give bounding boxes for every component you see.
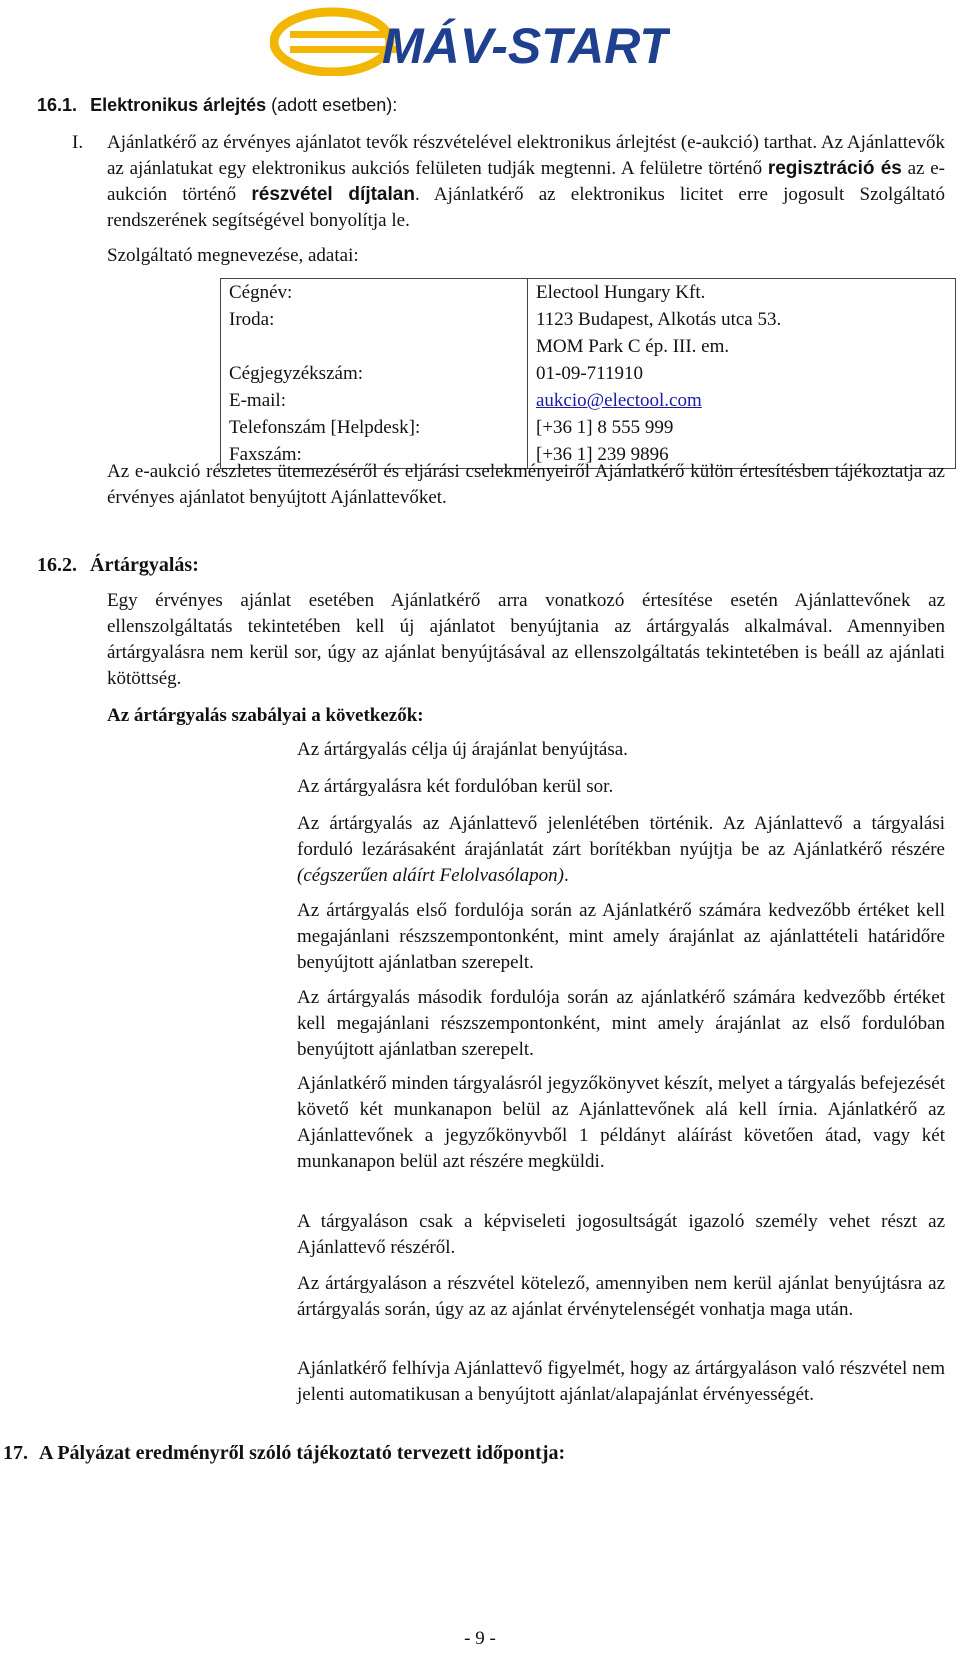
provider-label: E-mail: xyxy=(221,387,528,414)
section-number: 16.1. xyxy=(37,95,78,115)
section-number: 17. xyxy=(3,1442,28,1464)
rule-item: Az ártárgyaláson a részvétel kötelező, amennyiben nem kerül ajánlat benyújtásra az ártárgyalás során, úgy az az ajánlat érvénytelenségét vonhatja maga után. xyxy=(297,1273,945,1320)
rule-3-text: Az ártárgyalás az Ajánlattevő jelenlétében történik. Az Ajánlattevő a tárgyalási forduló lezárásaként árajánlatát zárt borítékban nyújtja be az Ajánlatkérő részére xyxy=(297,813,945,860)
rule-item: Ajánlatkérő minden tárgyalásról jegyzőkönyvet készít, melyet a tárgyalás befejezését követő két munkanapon belül az Ajánlattevőnek alá kell írnia. Ajánlatkérő az Ajánlattevőnek a jegyzőkönyvből 1 példányt aláírást követően átad, vagy két munkanapon belül azt részére megküldi. xyxy=(297,1073,945,1172)
provider-label: Cégnév: xyxy=(221,279,528,307)
provider-row xyxy=(221,387,956,414)
provider-value: 1123 Budapest, Alkotás utca 53. xyxy=(536,309,782,330)
provider-table xyxy=(220,278,956,469)
provider-value: MOM Park C ép. III. em. xyxy=(536,336,730,357)
rule-3-end: . xyxy=(564,865,569,886)
provider-heading: Szolgáltató megnevezése, adatai: xyxy=(107,245,359,266)
provider-row xyxy=(221,360,956,387)
provider-label: Telefonszám [Helpdesk]: xyxy=(221,414,528,441)
auction-intro-paragraph xyxy=(107,130,945,234)
roman-numeral: I. xyxy=(72,132,84,153)
email-link[interactable]: aukcio@electool.com xyxy=(536,390,702,411)
intro-text-2: az e-aukción történő xyxy=(107,158,945,205)
provider-value: Electool Hungary Kft. xyxy=(536,282,706,303)
intro-bold-free: részvétel díjtalan xyxy=(251,184,415,205)
section-16-2-heading xyxy=(37,552,199,578)
rule-item: Az ártárgyalás első fordulója során az Ajánlatkérő számára kedvezőbb értéket kell megajánlani részszempontonként, mint amely árajánlat az ajánlattételi határidőre benyújtott ajánlatban szerepelt. xyxy=(297,900,945,973)
logo-ring xyxy=(274,12,390,72)
rule-item: A tárgyaláson csak a képviseleti jogosultságát igazoló személy vehet részt az Ajánlattevő részéről. xyxy=(297,1211,945,1258)
rule-3-italic: (cégszerűen aláírt Felolvasólapon) xyxy=(297,865,565,886)
rule-item: Ajánlatkérő felhívja Ajánlattevő figyelmét, hogy az ártárgyaláson való részvétel nem jelenti automatikusan a benyújtott ajánlat/alapajánlat érvényességét. xyxy=(297,1358,945,1405)
intro-bold-registration: regisztráció és xyxy=(767,158,902,179)
rule-item xyxy=(297,811,945,889)
section-16-1-heading xyxy=(37,92,397,118)
provider-row xyxy=(221,279,956,307)
provider-label xyxy=(221,333,528,360)
intro-text-1: Ajánlatkérő az érvényes ajánlatot tevők részvételével elektronikus árlejtést (e-aukció) tarthat. Az Ajánlattevők az ajánlatukat egy elektronikus aukciós felületen tudják megtenni. A felületre történő xyxy=(107,132,945,179)
provider-row xyxy=(221,306,956,333)
provider-label: Cégjegyzékszám: xyxy=(221,360,528,387)
section-number: 16.2. xyxy=(37,554,77,576)
rule-item: Az ártárgyalás célja új árajánlat benyújtása. xyxy=(297,739,628,760)
provider-label: Iroda: xyxy=(221,306,528,333)
rule-item: Az ártárgyalásra két fordulóban kerül sor. xyxy=(297,776,614,797)
provider-email-cell xyxy=(528,387,956,414)
negotiation-intro-paragraph: Egy érvényes ajánlat esetében Ajánlatkérő arra vonatkozó értesítése esetén Ajánlattevőnek az ellenszolgáltatás tekintetében kell új ajánlatot benyújtania az ártárgyalás alkalmával. Amennyiben ártárgyalásra nem kerül sor, úgy az ajánlat benyújtásával az ellenszolgáltatás tekintetében is beáll az ajánlati kötöttség. xyxy=(107,590,945,689)
provider-value: 01-09-711910 xyxy=(536,363,643,384)
provider-row xyxy=(221,333,956,360)
rules-heading: Az ártárgyalás szabályai a következők: xyxy=(107,705,424,726)
section-17-heading xyxy=(3,1440,565,1466)
section-title: A Pályázat eredményről szóló tájékoztató tervezett időpontja: xyxy=(39,1442,566,1464)
provider-value: [+36 1] 8 555 999 xyxy=(536,417,674,438)
page-number: - 9 - xyxy=(464,1628,496,1649)
provider-value: [+36 1] 239 9896 xyxy=(536,444,669,465)
provider-label: Faxszám: xyxy=(221,441,528,469)
auction-closing-paragraph: Az e-aukció részletes ütemezéséről és eljárási cselekményeiről Ajánlatkérő külön értesítésben tájékoztatja az érvényes ajánlatot benyújtott Ajánlattevőket. xyxy=(107,461,945,508)
section-title: Elektronikus árlejtés xyxy=(90,95,267,115)
mav-start-logo xyxy=(270,6,670,76)
section-title: Ártárgyalás: xyxy=(90,554,199,576)
provider-row xyxy=(221,414,956,441)
section-title-suffix: (adott esetben): xyxy=(266,95,398,115)
mav-start-logo-graphic xyxy=(270,6,670,76)
rule-item: Az ártárgyalás második fordulója során az ajánlatkérő számára kedvezőbb értéket kell megajánlani részszempontonként, mint amely árajánlat az első fordulóban benyújtott ajánlatban szerepelt. xyxy=(297,987,945,1060)
logo-wordmark: MÁV-START xyxy=(382,18,670,74)
intro-text-3: . Ajánlatkérő az elektronikus licitet erre jogosult Szolgáltató rendszerének segítségével bonyolítja le. xyxy=(107,184,946,231)
